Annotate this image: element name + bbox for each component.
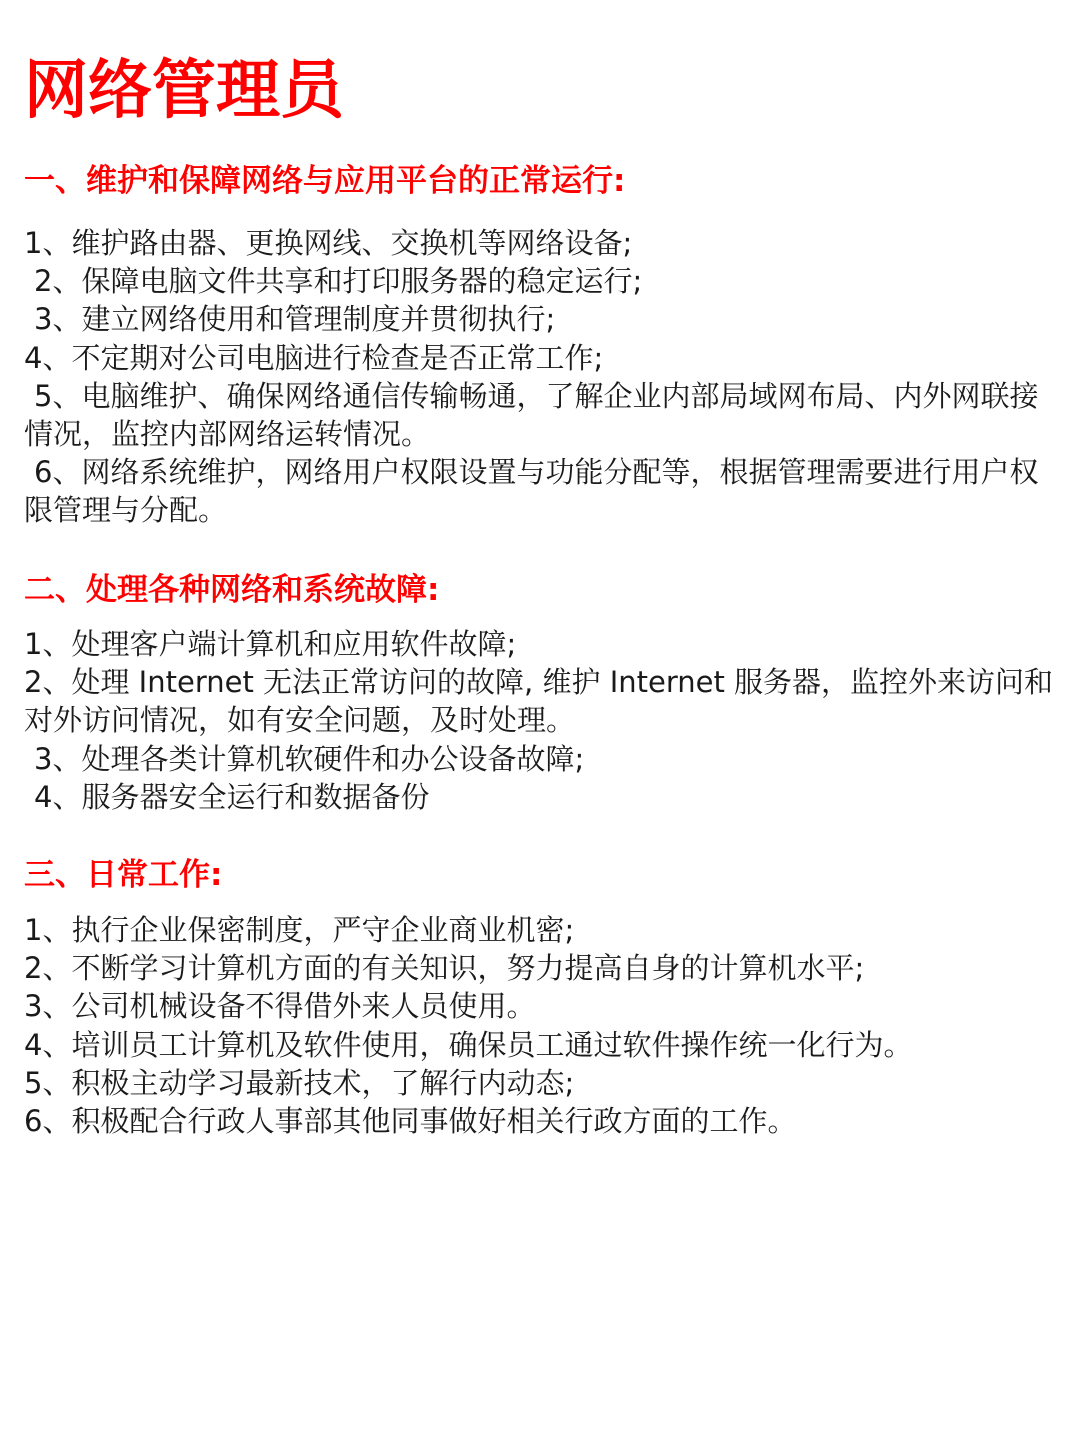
section-heading-1: 一、维护和保障网络与应用平台的正常运行: — [24, 163, 626, 199]
list-item: 3、建立网络使用和管理制度并贯彻执行; — [34, 302, 556, 337]
list-item: 2、不断学习计算机方面的有关知识，努力提高自身的计算机水平; — [24, 951, 865, 986]
list-item: 4、培训员工计算机及软件使用，确保员工通过软件操作统一化行为。 — [24, 1027, 913, 1062]
list-item: 3、处理各类计算机软硬件和办公设备故障; — [34, 741, 585, 776]
list-item: 2、保障电脑文件共享和打印服务器的稳定运行; — [34, 264, 643, 299]
list-item: 3、公司机械设备不得借外来人员使用。 — [24, 989, 536, 1024]
list-item: 4、不定期对公司电脑进行检查是否正常工作; — [24, 340, 604, 375]
section-list-3 — [24, 911, 1054, 1140]
section-list-2 — [24, 625, 1054, 816]
list-item: 1、处理客户端计算机和应用软件故障; — [24, 627, 517, 661]
list-item: 2、处理 Internet 无法正常访问的故障, 维护 Internet 服务器，监控外来访问和对外访问情况，如有安全问题，及时处理。 — [24, 665, 1054, 738]
list-item: 6、网络系统维护，网络用户权限设置与功能分配等，根据管理需要进行用户权限管理与分配。 — [24, 455, 1039, 528]
section-heading-2: 二、处理各种网络和系统故障: — [24, 572, 440, 608]
list-item: 5、积极主动学习最新技术，了解行内动态; — [24, 1065, 575, 1100]
list-item: 4、服务器安全运行和数据备份 — [34, 779, 430, 814]
list-item: 1、维护路由器、更换网线、交换机等网络设备; — [24, 226, 633, 260]
section-list-1 — [24, 224, 1054, 530]
list-item: 5、电脑维护、确保网络通信传输畅通，了解企业内部局域网布局、内外网联接情况，监控内部网络运转情况。 — [24, 378, 1039, 452]
section-heading-3: 三、日常工作: — [24, 857, 223, 893]
page-title: 网络管理员 — [24, 54, 344, 128]
list-item: 6、积极配合行政人事部其他同事做好相关行政方面的工作。 — [24, 1104, 797, 1139]
list-item: 1、执行企业保密制度，严守企业商业机密; — [24, 913, 575, 947]
